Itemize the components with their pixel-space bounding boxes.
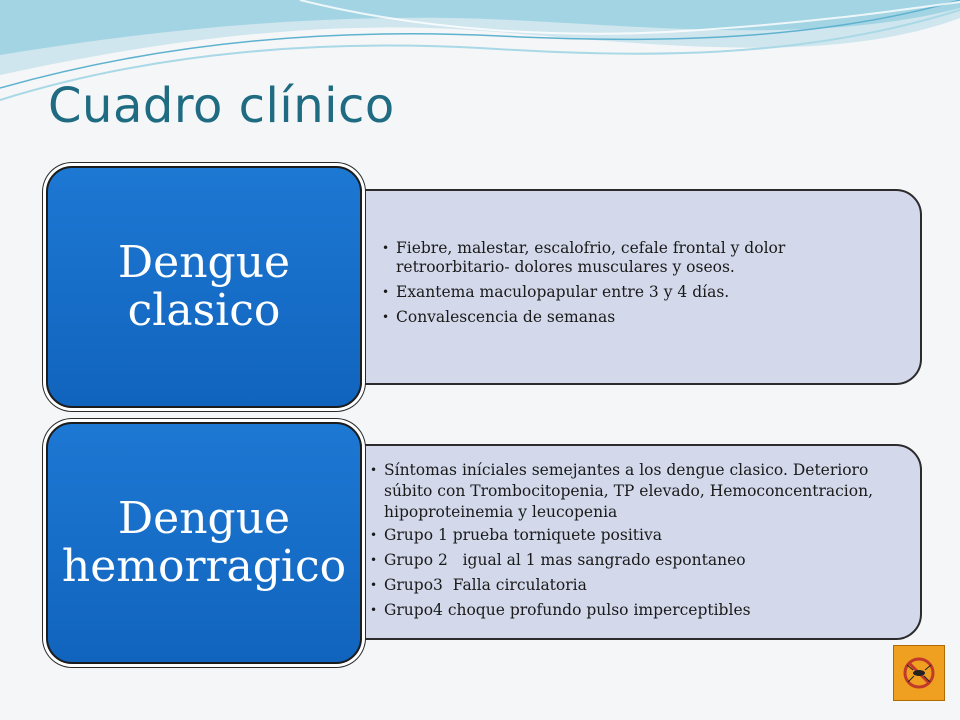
list-item: • Grupo4 choque profundo pulso imperceptibles [368,601,904,620]
dengue-hemorragico-list [368,460,904,620]
mosquito-logo-icon [893,645,945,701]
list-item: • Convalescencia de semanas [380,308,900,327]
dengue-clasico-heading [118,239,290,335]
list-item: • Exantema maculopapular entre 3 y 4 días. [380,283,900,302]
list-item: • Grupo 2 igual al 1 mas sangrado espontaneo [368,551,904,570]
list-item: • Grupo3 Falla circulatoria [368,576,904,595]
list-item: • Síntomas iníciales semejantes a los dengue clasico. Deterioro súbito con Trombocitopenia, TP elevado, Hemoconcentracion, hipoproteinemia y leucopenia [368,460,904,523]
heading-line: hemorragico [61,541,347,592]
list-item: • Grupo 1 prueba torniquete positiva [368,526,904,545]
dengue-clasico-list [380,239,900,327]
dengue-hemorragico-heading-box [46,422,362,664]
dengue-hemorragico-panel [300,444,922,640]
dengue-clasico-heading-box [46,166,362,408]
heading-line: Dengue [117,493,291,544]
heading-line: clasico [127,285,281,336]
slide-title: Cuadro clínico [48,78,395,134]
heading-line: Dengue [117,237,291,288]
dengue-clasico-panel [300,189,922,385]
list-item: • Fiebre, malestar, escalofrio, cefale frontal y dolor retroorbitario- dolores musculares y oseos. [380,239,900,277]
dengue-hemorragico-heading [62,495,346,591]
